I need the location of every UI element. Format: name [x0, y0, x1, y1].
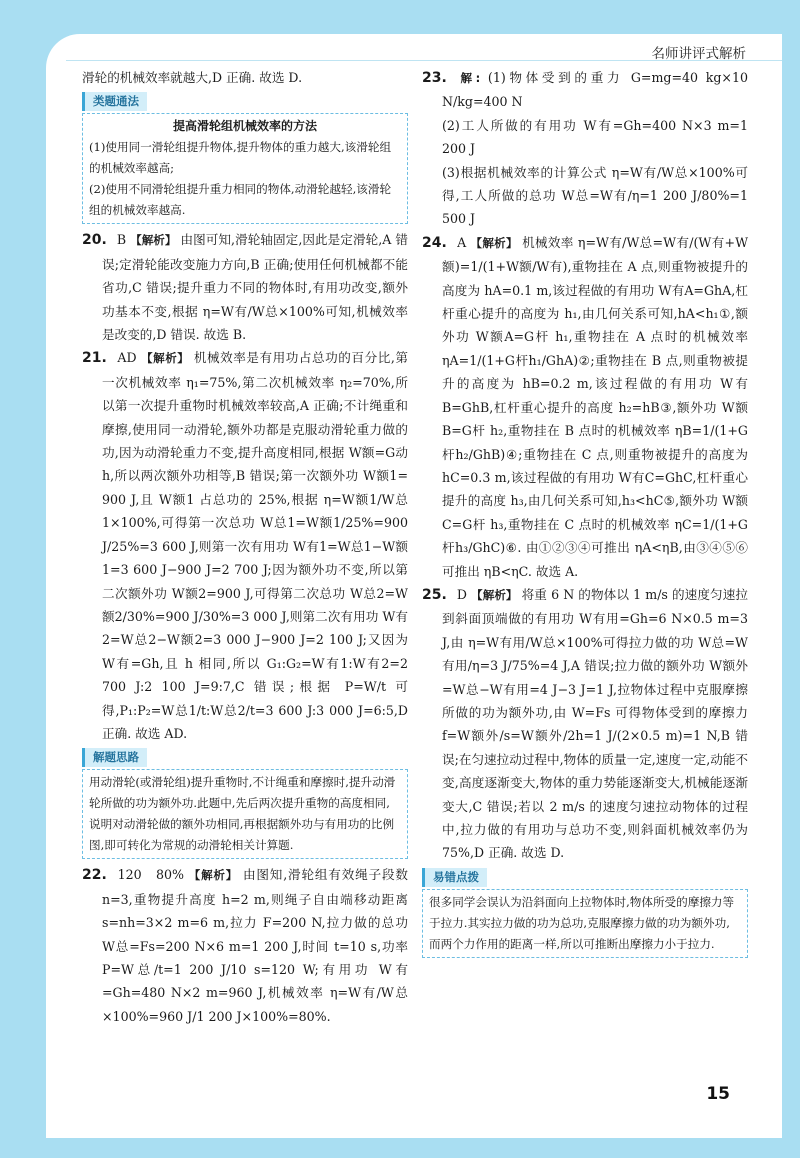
- question-21: [82, 346, 408, 745]
- analysis-text: 由图知,滑轮组有效绳子段数 n=3,重物提升高度 h=2 m,则绳子自由端移动距离 s=nh=3×2 m=6 m,拉力 F=200 N,拉力做的总功 W总=Fs=200 N×6 m=1 200 J,时间 t=10 s,功率 P=W总/t=1 200 J/10 s=120 W;有用功 W有=Gh=480 N×2 m=960 J,机械效率 η=W有/W总×100%=960 J/1 200 J×100%=80%.: [102, 867, 408, 1024]
- analysis-text: 机械效率 η=W有/W总=W有/(W有+W额)=1/(1+W额/W有),重物挂在 A 点,则重物被提升的高度为 hA=0.1 m,该过程做的有用功 W有A=GhA,杠杆重心提升的高度为 h₁,由几何关系可知,hA<h₁①,额外功 W额A=G杆 h₁,重物挂在 A 点时的机械效率 ηA=1/(1+G杆h₁/GhA)②;重物挂在 B 点,则重物被提升的高度为 hB=0.2 m,该过程做的有用功 W有B=GhB,杠杆重心提升的高度 h₂=hB③,额外功 W额B=G杆 h₂,重物挂在 B 点时的机械效率 ηB=1/(1+G杆h₂/GhB)④;重物挂在 C 点,则重物被提升的高度为 hC=0.3 m,该过程做的有用功 W有C=GhC,杠杆重心提升的高度 h₃,由几何关系可知,h₃<hC⑤,额外功 W额C=G杆 h₃,重物挂在 C 点时的机械效率 ηC=1/(1+G杆h₃/GhC)⑥. 由①②③④可推出 ηA<ηB,由③④⑤⑥可推出 ηB<ηC. 故选 A.: [442, 234, 749, 579]
- question-number: 25.: [422, 586, 447, 603]
- document-page: [46, 34, 782, 1138]
- answer: AD: [117, 350, 137, 366]
- analysis-text: 机械效率是有用功占总功的百分比,第一次机械效率 η₁=75%,第二次机械效率 η₂=70%,所以第一次提升重物时机械效率较高,A 正确;不计绳重和摩擦,使用同一动滑轮,额外功都是克服动滑轮重力做的功,因为动滑轮重力不变,提升高度相同,根据 W额=G动 h,所以两次额外功相等,B 错误;第一次额外功 W额1= 900 J,且 W额1 占总功的 25%,根据 η=W额1/W总1×100%,可得第一次总功 W总1=W额1/25%=900 J/25%=3 600 J,则第一次有用功 W有1=W总1−W额1=3 600 J−900 J=2 700 J;因为额外功不变,所以第二次额外功 W额2=900 J,可得第二次总功 W总2=W额2/30%=900 J/30%=3 000 J,则第二次有用功 W有2=W总2−W额2=3 000 J−900 J=2 100 J;又因为 W有=Gh,且 h 相同,所以 G₁:G₂=W有1:W有2=2 700 J:2 100 J=9:7,C 错误;根据 P=W/t 可得,P₁:P₂=W总1/t:W总2/t=3 600 J:3 000 J=6:5,D 正确. 故选 AD.: [102, 350, 408, 741]
- common-mistake-tip: [422, 865, 748, 958]
- question-number: 24.: [422, 234, 447, 251]
- answer: A: [457, 234, 467, 250]
- continuation-text: 滑轮的机械效率就越大,D 正确. 故选 D.: [82, 70, 303, 85]
- question-number: 23.: [422, 70, 447, 86]
- solution-line: (2)工人所做的有用功 W有=Gh=400 N×3 m=1 200 J: [442, 117, 748, 157]
- tip-tag: 易错点拨: [422, 868, 487, 887]
- question-number: 20.: [82, 232, 107, 249]
- analysis-label: 【解析】: [130, 233, 177, 248]
- question-22: [82, 863, 408, 1028]
- analysis-label: 【解析】: [141, 351, 190, 366]
- method-tip: [82, 89, 408, 224]
- question-number: 21.: [82, 350, 107, 367]
- solution-line: (1)物体受到的重力 G=mg=40 kg×10 N/kg=400 N: [442, 70, 748, 110]
- answer: 120 80%: [117, 867, 184, 883]
- solution-label: 解:: [460, 71, 481, 85]
- tip-title: 提高滑轮组机械效率的方法: [172, 119, 317, 134]
- page-number: 15: [706, 1084, 730, 1104]
- answer: D: [456, 586, 468, 602]
- tip-box: 用动滑轮(或滑轮组)提升重物时,不计绳重和摩擦时,提升动滑轮所做的功为额外功.此题中,先后两次提升重物的高度相同,说明对动滑轮做的额外功相同,再根据额外功与有用功的比例图,即可转化为常规的动滑轮相关计算题.: [82, 769, 408, 859]
- answer: B: [116, 232, 127, 248]
- question-number: 22.: [82, 867, 107, 884]
- question-25: [422, 583, 748, 865]
- analysis-text: 将重 6 N 的物体以 1 m/s 的速度匀速拉到斜面顶端做的有用功 W有用=Gh=6 N×0.5 m=3 J,由 η=W有用/W总×100%可得拉力做的功 W总=W有用/η=3 J/75%=4 J,A 错误;拉力做的额外功 W额外=W总−W有用=4 J−3 J=1 J,拉物体过程中克服摩擦所做的功为额外功,由 W=Fs 可得物体受到的摩擦力 f=W额外/s=W额外/2h=1 J/(2×0.5 m)=1 N,B 错误;在匀速拉动过程中,物体的质量一定,速度一定,动能不变,高度逐渐变大,物体的重力势能逐渐变大,机械能逐渐变大,C 错误;若以 2 m/s 的速度匀速拉动物体的过程中,拉力做的有用功与总功不变,则斜面机械效率仍为 75%,D 正确. 故选 D.: [442, 586, 749, 861]
- question-24: [422, 231, 748, 583]
- solution-idea-tip: [82, 745, 408, 859]
- question-23: [422, 66, 748, 231]
- analysis-label: 【解析】: [470, 235, 518, 250]
- analysis-label: 【解析】: [188, 868, 239, 883]
- question-20: [82, 228, 408, 346]
- tip-box: [82, 113, 408, 224]
- tip-line: (1)使用同一滑轮组提升物体,提升物体的重力越大,该滑轮组的机械效率越高;: [89, 140, 392, 176]
- tip-tag: 解题思路: [82, 748, 147, 767]
- tip-tag: 类题通法: [82, 92, 147, 111]
- tip-box: 很多同学会误认为沿斜面向上拉物体时,物体所受的摩擦力等于拉力.其实拉力做的功为总功,克服摩擦力做的功为额外功,而两个力作用的距离一样,所以可推断出摩擦力小于拉力.: [422, 889, 748, 958]
- analysis-text: 由图可知,滑轮轴固定,因此是定滑轮,A 错误;定滑轮能改变施力方向,B 正确;使用任何机械都不能省功,C 错误;提升重力不同的物体时,有用功改变,额外功基本不变,根据 η=W有/W总×100%可知,机械效率是改变的,D 错误. 故选 B.: [102, 232, 408, 343]
- right-column: [422, 66, 748, 962]
- header-divider: [66, 60, 782, 61]
- left-column: [82, 66, 408, 1028]
- solution-line: (3)根据机械效率的计算公式 η=W有/W总×100%可得,工人所做的总功 W总=W有/η=1 200 J/80%=1 500 J: [442, 164, 748, 227]
- running-header: 名师讲评式解析: [651, 46, 746, 62]
- tip-line: (2)使用不同滑轮组提升重力相同的物体,动滑轮越轻,该滑轮组的机械效率越高.: [89, 182, 392, 218]
- analysis-label: 【解析】: [471, 587, 518, 602]
